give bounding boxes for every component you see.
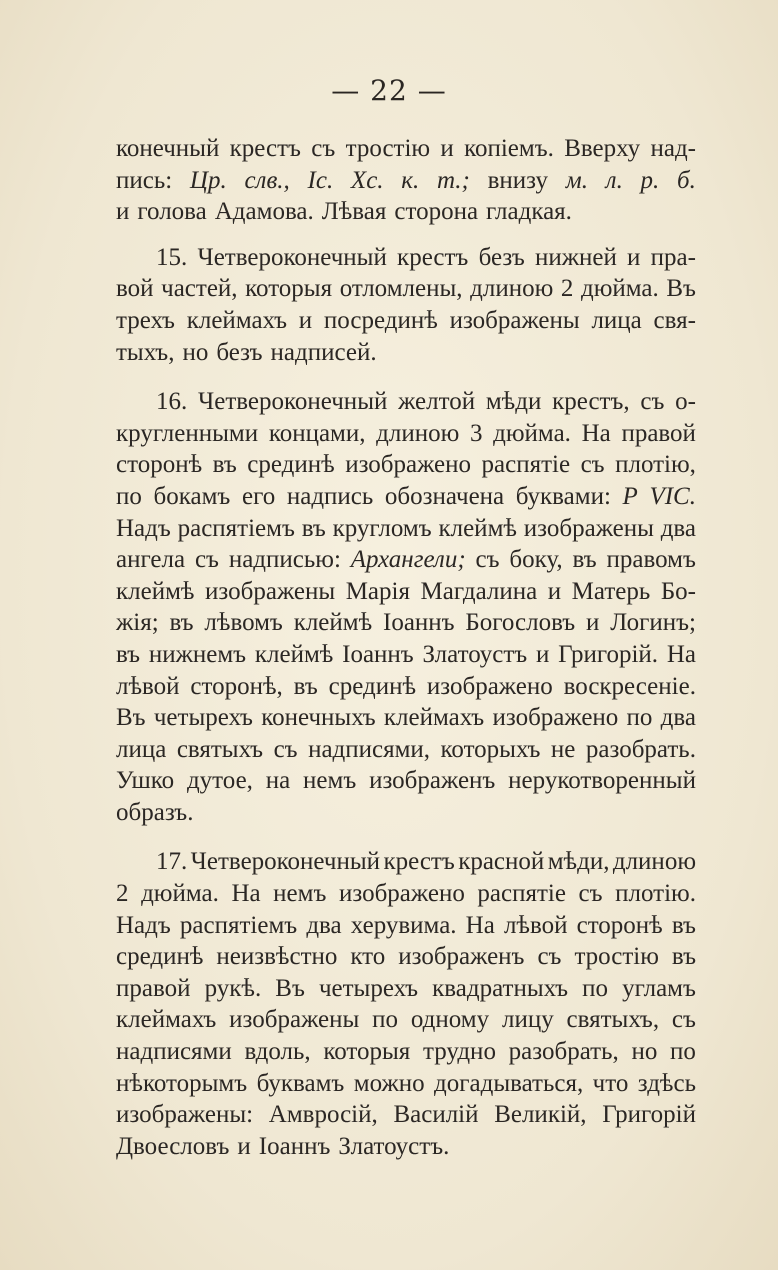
word: и — [298, 306, 313, 334]
word: херувима. — [350, 911, 457, 939]
word: Четвероконечный — [197, 388, 388, 416]
word: Магдалина — [420, 577, 538, 605]
word: съ — [194, 546, 219, 574]
word: сторонѣ, — [190, 672, 283, 700]
word: Адамова. — [214, 198, 314, 226]
word: и — [237, 1132, 251, 1160]
word: можно — [353, 1069, 425, 1097]
text-line — [116, 1068, 696, 1100]
word: четырехъ — [318, 974, 419, 1002]
word: Въ — [116, 704, 146, 732]
word: Іоаннъ — [342, 640, 414, 668]
word: обозначена — [384, 482, 505, 510]
word: въ — [212, 451, 237, 479]
word: Надъ — [116, 911, 171, 939]
word: нерукотворенный — [508, 767, 696, 795]
word: дутое, — [186, 767, 253, 795]
word: въ — [116, 640, 141, 668]
word: Іоаннъ — [258, 1132, 331, 1160]
word: изображены: — [116, 1101, 254, 1129]
word: и — [627, 243, 641, 271]
word: м. — [565, 166, 588, 194]
word: надписью: — [228, 546, 341, 574]
word: Въ — [275, 974, 305, 1002]
text-line — [116, 242, 696, 274]
text-line — [116, 1131, 696, 1163]
word: трудно — [423, 1038, 496, 1066]
word: Бо- — [660, 577, 696, 605]
word: л. — [605, 166, 623, 194]
word: Златоустъ — [422, 640, 528, 668]
word: 2 — [116, 880, 129, 908]
word: съ — [578, 880, 603, 908]
word: въ — [293, 672, 318, 700]
word: и — [535, 640, 550, 668]
word: надпись — [286, 482, 374, 510]
word: 2 — [560, 275, 574, 303]
word: жія; — [116, 609, 159, 637]
text-line — [116, 973, 696, 1005]
word: распятіе — [477, 880, 566, 908]
word: и — [440, 135, 454, 162]
word: святыхъ, — [566, 1006, 660, 1034]
word: и — [116, 198, 130, 226]
word: немъ — [303, 767, 357, 795]
word: изображены — [523, 514, 654, 542]
word: тростію — [574, 943, 659, 971]
text-line — [116, 1036, 696, 1068]
word: которыя — [245, 275, 333, 303]
text-line — [116, 910, 696, 942]
word: клеймахъ — [116, 1006, 217, 1034]
word: два — [660, 514, 696, 542]
word: рукѣ. — [204, 974, 262, 1002]
word: 3 — [469, 419, 483, 447]
text-line — [116, 418, 696, 450]
word: безъ — [216, 338, 263, 366]
text-line — [116, 513, 696, 545]
word: распятіе — [481, 451, 571, 479]
word: Лѣвая — [321, 198, 387, 226]
page-number: — 22 — — [331, 74, 447, 107]
word: гладкая. — [486, 198, 572, 226]
word: кто — [350, 943, 386, 971]
text-line — [116, 671, 696, 703]
word: VIС. — [649, 482, 696, 510]
word: клеймѣ — [293, 609, 373, 637]
word: неизвѣстно — [216, 943, 338, 971]
word: лѣвой — [116, 672, 180, 700]
word: Двоесловъ — [116, 1132, 230, 1160]
word: конечныхъ — [261, 704, 376, 732]
word: Въ — [666, 275, 696, 303]
word: 15. — [156, 243, 188, 271]
word: На — [231, 880, 261, 908]
word: красной — [458, 848, 545, 876]
word: Четвероконечный — [197, 243, 387, 271]
word: буквамъ — [256, 1069, 345, 1097]
word: надписями, — [308, 735, 431, 763]
word: съ — [580, 451, 605, 479]
word: крестъ — [397, 243, 469, 271]
word: Златоустъ. — [338, 1132, 450, 1160]
word: съ — [671, 1006, 696, 1034]
word: изображенъ — [398, 943, 525, 971]
word: Ушко — [116, 767, 175, 795]
word: мѣди, — [547, 848, 610, 876]
word: распятіемъ — [179, 911, 298, 939]
word: изображено — [492, 704, 619, 732]
word: воскресеніе. — [563, 672, 696, 700]
word: Матерь — [571, 577, 651, 605]
word: образъ. — [116, 798, 194, 826]
word: Григорій. — [558, 640, 659, 668]
word: т.; — [436, 166, 470, 194]
word: святыхъ — [176, 735, 264, 763]
word: изображенъ — [369, 767, 496, 795]
word: слв., — [244, 166, 290, 194]
text-line — [116, 607, 696, 639]
word: по — [372, 1006, 399, 1034]
word: догадываться, — [434, 1069, 584, 1097]
text-line — [116, 273, 696, 305]
word: трехъ — [116, 306, 175, 334]
word: крестъ, — [552, 388, 630, 416]
word: Надъ — [116, 514, 171, 542]
word: Цр. — [189, 166, 227, 194]
word: что — [592, 1069, 629, 1097]
word: Іс. — [307, 166, 334, 194]
word: длиною — [612, 848, 696, 876]
word: разобрать. — [585, 735, 696, 763]
word: желтой — [398, 388, 476, 416]
word: лѣвой — [503, 911, 568, 939]
paragraph-17 — [116, 846, 696, 1162]
word: длиною — [470, 275, 554, 303]
word: срединѣ — [328, 672, 417, 700]
paragraph-16 — [116, 386, 696, 828]
word: сторонѣ — [576, 911, 663, 939]
word: Р — [622, 482, 638, 510]
word: по — [626, 704, 653, 732]
word: свя- — [653, 306, 696, 334]
word: изображены — [205, 577, 336, 605]
text-line — [116, 449, 696, 481]
word: по — [582, 974, 609, 1002]
word: изображены — [229, 1006, 360, 1034]
text-line — [116, 386, 696, 418]
text-line — [116, 734, 696, 766]
word: четырехъ — [153, 704, 253, 732]
word: правомъ — [606, 546, 696, 574]
word: вой — [116, 275, 154, 303]
text-line — [116, 1099, 696, 1131]
word: кругломъ — [332, 514, 432, 542]
word: Логинъ; — [610, 609, 696, 637]
word: р. — [640, 166, 660, 194]
word: б. — [677, 166, 696, 194]
text-line — [116, 481, 696, 513]
word: которыя — [323, 1038, 411, 1066]
word: лицу — [501, 1006, 554, 1034]
word: клеймѣ — [254, 640, 334, 668]
text-line — [116, 305, 696, 337]
word: к. — [401, 166, 420, 194]
word: но — [182, 338, 209, 366]
text-line — [116, 846, 696, 878]
text-line — [116, 337, 696, 369]
word: его — [241, 482, 276, 510]
word: На — [581, 419, 611, 447]
word: правой — [116, 974, 191, 1002]
word: плотію, — [615, 451, 696, 479]
word: правой — [621, 419, 696, 447]
text-line — [116, 133, 696, 165]
word: и — [586, 609, 600, 637]
word: тростію — [345, 135, 431, 162]
word: клеймахъ — [186, 306, 288, 334]
word: буквами: — [515, 482, 611, 510]
word: 17. — [156, 848, 188, 876]
word: Марія — [345, 577, 410, 605]
word: крестъ — [383, 848, 455, 876]
word: Іоаннъ — [383, 609, 455, 637]
word: Хс. — [350, 166, 384, 194]
word: по — [670, 1038, 696, 1066]
word: Григорій — [602, 1101, 696, 1129]
text-line — [116, 639, 696, 671]
text-line — [116, 196, 696, 228]
word: отломлены, — [339, 275, 463, 303]
word: изображены — [449, 306, 580, 334]
word: нижней — [534, 243, 617, 271]
word: дюйма. — [493, 419, 571, 447]
text-line — [116, 941, 696, 973]
text-body — [116, 133, 696, 1162]
word: Василій — [393, 1101, 479, 1129]
word: съ — [640, 388, 665, 416]
word: мѣди — [485, 388, 542, 416]
word: надписями — [116, 1038, 232, 1066]
word: над- — [650, 135, 696, 162]
word: Четвероконечный — [190, 848, 381, 876]
word: въ — [301, 514, 326, 542]
word: въ — [671, 911, 696, 939]
word: на — [265, 767, 291, 795]
word: въ — [169, 609, 194, 637]
word: изображено — [338, 880, 465, 908]
word: два — [660, 704, 696, 732]
word: внизу — [487, 166, 549, 194]
text-line — [116, 576, 696, 608]
word: сторонѣ — [116, 451, 203, 479]
word: клеймѣ — [438, 514, 517, 542]
word: клеймѣ — [116, 577, 195, 605]
word: дюйма. — [580, 275, 659, 303]
word: Амвросій, — [268, 1101, 378, 1129]
word: съ — [273, 735, 298, 763]
word: На — [666, 640, 696, 668]
word: сторона — [394, 198, 479, 226]
word: изображено — [345, 451, 472, 479]
word: безъ — [478, 243, 525, 271]
word: срединѣ — [116, 943, 204, 971]
word: нижнемъ — [148, 640, 247, 668]
word: клеймахъ — [383, 704, 485, 732]
word: посрединѣ — [323, 306, 438, 334]
text-line — [116, 797, 696, 829]
word: боку, — [509, 546, 563, 574]
word: кругленными — [116, 419, 259, 447]
word: тыхъ, — [116, 338, 175, 366]
word: но — [631, 1038, 658, 1066]
word: и — [547, 577, 562, 605]
word: съ — [311, 135, 336, 162]
word: На — [465, 911, 495, 939]
word: срединѣ — [247, 451, 335, 479]
word: которыхъ — [440, 735, 541, 763]
word: не — [550, 735, 576, 763]
word: изображено — [426, 672, 553, 700]
word: голова — [137, 198, 207, 226]
word: квадратныхъ — [432, 974, 569, 1002]
word: по — [116, 482, 142, 510]
word: Вверху — [564, 135, 641, 162]
word: лица — [116, 735, 167, 763]
word: бокамъ — [153, 482, 231, 510]
word: концами, — [268, 419, 366, 447]
word: Великій, — [494, 1101, 587, 1129]
word: лѣвомъ — [204, 609, 283, 637]
text-line — [116, 765, 696, 797]
word: о- — [675, 388, 696, 416]
paragraph-15 — [116, 242, 696, 368]
word: ангела — [116, 546, 186, 574]
word: Архангели; — [350, 546, 466, 574]
word: распятіемъ — [177, 514, 295, 542]
paragraph-continuation — [116, 133, 696, 228]
text-line — [116, 702, 696, 734]
word: въ — [572, 546, 597, 574]
word: копіемъ. — [464, 135, 554, 162]
text-line — [116, 165, 696, 197]
word: угламъ — [622, 974, 696, 1002]
word: два — [306, 911, 342, 939]
word: длиною — [376, 419, 460, 447]
word: немъ — [273, 880, 327, 908]
word: одному — [410, 1006, 490, 1034]
word: нѣкоторымъ — [116, 1069, 248, 1097]
word: крестъ — [229, 135, 301, 162]
word: лица — [591, 306, 642, 334]
word: Богословъ — [465, 609, 576, 637]
word: надписей. — [270, 338, 377, 366]
word: частей, — [161, 275, 238, 303]
word: вдоль, — [244, 1038, 311, 1066]
word: плотію. — [615, 880, 696, 908]
word: разобрать, — [508, 1038, 619, 1066]
text-line — [116, 544, 696, 576]
word: конечный — [116, 135, 220, 162]
text-line — [116, 878, 696, 910]
word: здѣсь — [637, 1069, 696, 1097]
word: пись: — [116, 166, 173, 194]
word: дюйма. — [141, 880, 219, 908]
word: 16. — [156, 388, 188, 416]
word: пра- — [650, 243, 696, 271]
word: съ — [537, 943, 562, 971]
text-line — [116, 1004, 696, 1036]
word: въ — [671, 943, 696, 971]
word: съ — [475, 546, 500, 574]
